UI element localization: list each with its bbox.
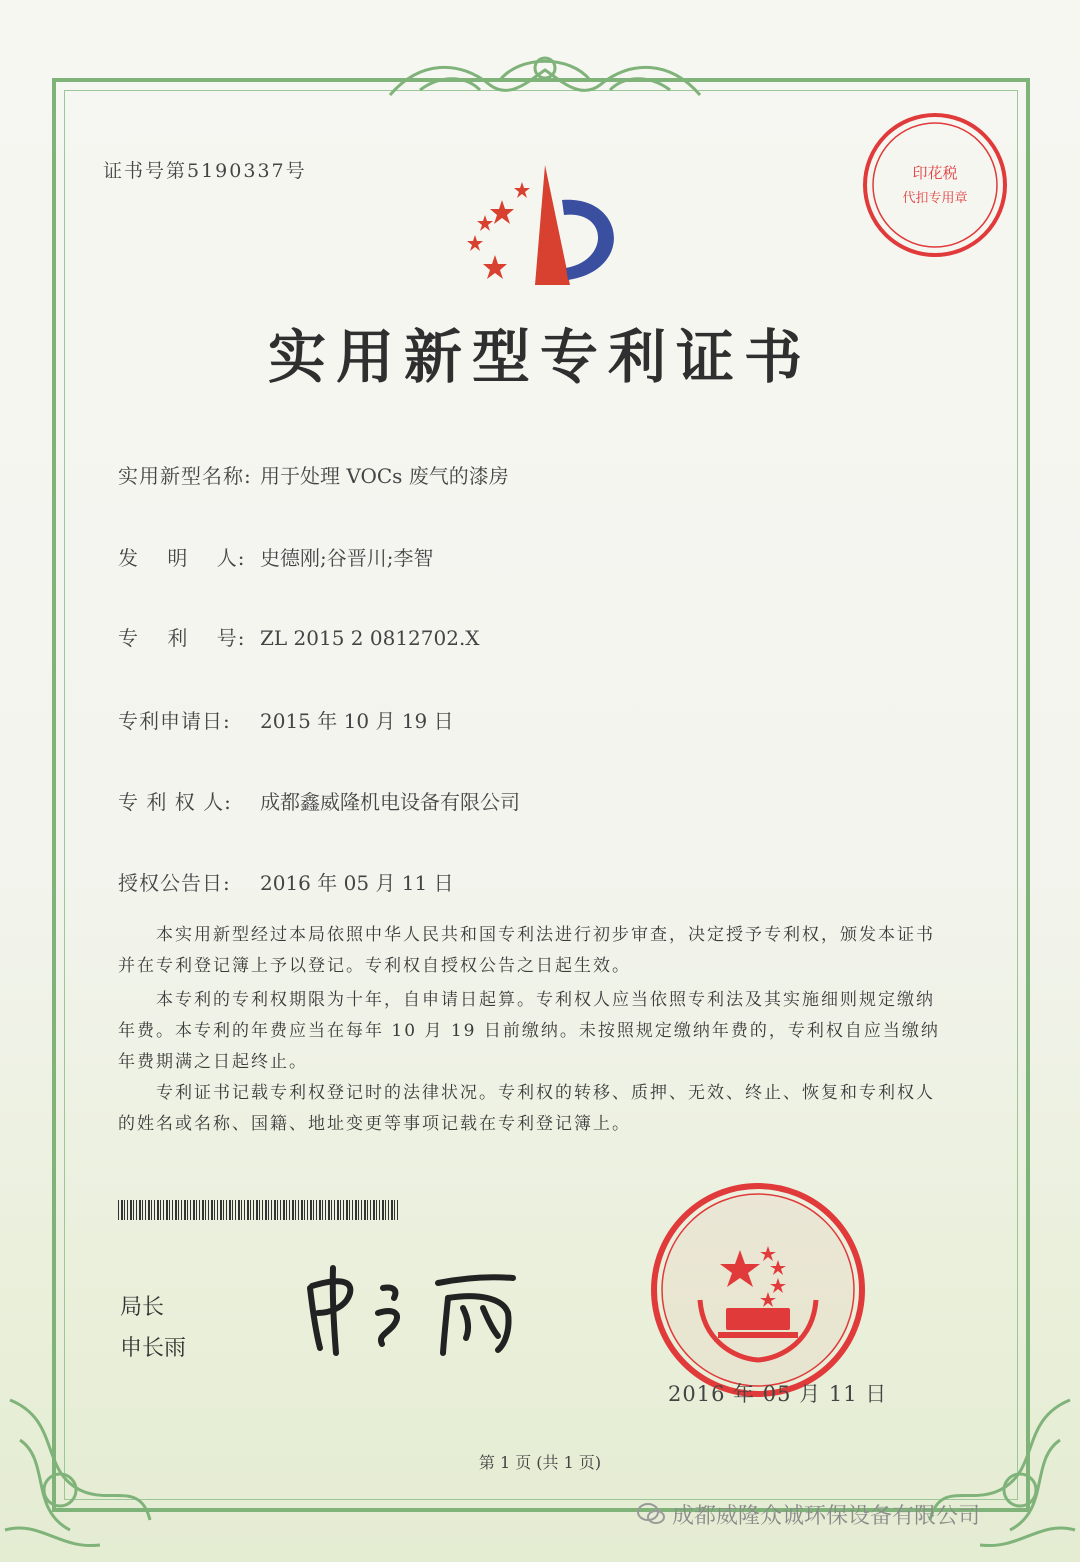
director-signature <box>298 1258 558 1358</box>
field-value: ZL 2015 2 0812702.X <box>260 626 480 650</box>
field-grant-date <box>118 867 454 896</box>
field-value: 史德刚;谷晋川;李智 <box>260 546 434 570</box>
field-label: 专 利 权 人: <box>118 790 232 814</box>
wechat-icon <box>636 1501 666 1527</box>
tax-stamp <box>860 110 1010 260</box>
field-value: 用于处理 VOCs 废气的漆房 <box>260 464 509 488</box>
field-value: 2015 年 10 月 19 日 <box>260 709 454 733</box>
field-patent-number <box>118 622 480 651</box>
field-label: 实用新型名称: <box>118 464 252 488</box>
paragraph-legal-status: 专利证书记载专利权登记时的法律状况。专利权的转移、质押、无效、终止、恢复和专利权人的姓名或名称、国籍、地址变更等事项记载在专利登记簿上。 <box>118 1083 935 1134</box>
field-label: 发 明 人: <box>118 546 246 570</box>
field-label: 专利申请日: <box>118 709 231 733</box>
field-utility-model-name <box>118 460 509 489</box>
top-ornament <box>380 50 710 110</box>
field-label: 专 利 号: <box>118 626 246 650</box>
paragraph-grant-notice: 本实用新型经过本局依照中华人民共和国专利法进行初步审查，决定授予专利权，颁发本证书并在专利登记簿上予以登记。专利权自授权公告之日起生效。 <box>118 925 935 976</box>
watermark-text: 成都威隆众诚环保设备有限公司 <box>672 1504 981 1529</box>
page-number: 第 1 页 (共 1 页) <box>478 1453 602 1472</box>
barcode <box>118 1200 400 1220</box>
field-application-date <box>118 705 454 734</box>
paragraph-term-notice: 本专利的专利权期限为十年，自申请日起算。专利权人应当依照专利法及其实施细则规定缴纳年费。本专利的年费应当在每年 10 月 19 日前缴纳。未按照规定缴纳年费的，专利权自应当缴纳年费期满之日起终止。 <box>118 990 940 1072</box>
director-name: 申长雨 <box>120 1336 187 1361</box>
certificate-title: 实用新型专利证书 <box>267 323 812 391</box>
field-value: 成都鑫威隆机电设备有限公司 <box>260 790 520 814</box>
national-ip-office-seal <box>648 1180 868 1400</box>
tax-stamp-line2: 代扣专用章 <box>902 191 968 206</box>
field-label: 授权公告日: <box>118 871 231 895</box>
tax-stamp-line1: 印花税 <box>912 164 958 182</box>
certificate-number: 证书号第5190337号 <box>103 160 307 182</box>
field-patentee <box>118 786 520 815</box>
director-title: 局长 <box>120 1295 165 1320</box>
field-inventor <box>118 542 433 571</box>
seal-date: 2016 年 05 月 11 日 <box>668 1382 888 1406</box>
patent-office-logo <box>450 160 630 290</box>
field-value: 2016 年 05 月 11 日 <box>260 871 454 895</box>
